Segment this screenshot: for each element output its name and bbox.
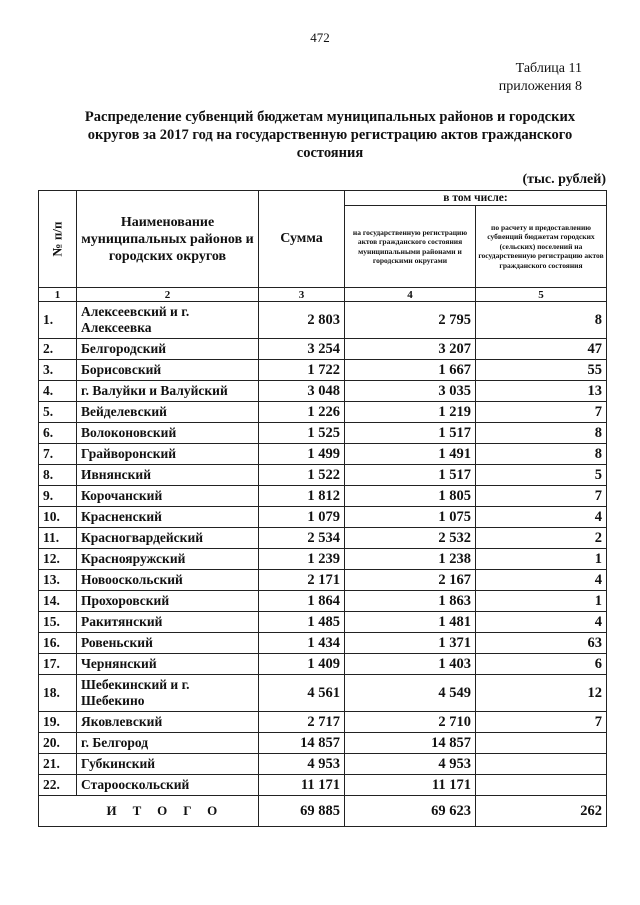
sum-value: 2 803 xyxy=(259,302,345,339)
table-caption xyxy=(499,60,582,96)
total-calculation: 262 xyxy=(476,796,607,827)
district-name: Старооскольский xyxy=(77,775,259,796)
calculation-value: 63 xyxy=(476,633,607,654)
row-number: 1. xyxy=(39,302,77,339)
sum-value: 1 239 xyxy=(259,549,345,570)
header-sum: Сумма xyxy=(259,191,345,288)
units-label: (тыс. рублей) xyxy=(522,172,606,187)
state-registration-value: 11 171 xyxy=(345,775,476,796)
sum-value: 3 048 xyxy=(259,381,345,402)
calculation-value xyxy=(476,733,607,754)
table-row xyxy=(39,528,607,549)
table-row xyxy=(39,754,607,775)
row-number: 9. xyxy=(39,486,77,507)
sum-value: 2 717 xyxy=(259,712,345,733)
calculation-value: 6 xyxy=(476,654,607,675)
total-label: ИТОГО xyxy=(77,796,259,827)
row-number: 7. xyxy=(39,444,77,465)
sum-value: 1 722 xyxy=(259,360,345,381)
state-registration-value: 1 667 xyxy=(345,360,476,381)
district-name: Белгородский xyxy=(77,339,259,360)
sum-value: 1 499 xyxy=(259,444,345,465)
table-row xyxy=(39,712,607,733)
column-number-row xyxy=(39,288,607,302)
district-name: Вейделевский xyxy=(77,402,259,423)
row-number: 11. xyxy=(39,528,77,549)
calculation-value: 5 xyxy=(476,465,607,486)
calculation-value: 13 xyxy=(476,381,607,402)
calculation-value: 12 xyxy=(476,675,607,712)
column-number: 2 xyxy=(77,288,259,302)
sum-value: 1 409 xyxy=(259,654,345,675)
district-name: Борисовский xyxy=(77,360,259,381)
calculation-value: 7 xyxy=(476,402,607,423)
total-num-cell xyxy=(39,796,77,827)
calculation-value: 2 xyxy=(476,528,607,549)
column-number: 3 xyxy=(259,288,345,302)
table-row xyxy=(39,486,607,507)
row-number: 4. xyxy=(39,381,77,402)
table-row xyxy=(39,381,607,402)
calculation-value: 47 xyxy=(476,339,607,360)
total-row xyxy=(39,796,607,827)
state-registration-value: 1 863 xyxy=(345,591,476,612)
header-including: в том числе: xyxy=(345,191,607,206)
state-registration-value: 4 549 xyxy=(345,675,476,712)
state-registration-value: 1 517 xyxy=(345,423,476,444)
state-registration-value: 1 805 xyxy=(345,486,476,507)
district-name: Яковлевский xyxy=(77,712,259,733)
row-number: 17. xyxy=(39,654,77,675)
district-name: Волоконовский xyxy=(77,423,259,444)
row-number: 21. xyxy=(39,754,77,775)
calculation-value: 7 xyxy=(476,712,607,733)
row-number: 16. xyxy=(39,633,77,654)
row-number: 3. xyxy=(39,360,77,381)
sum-value: 3 254 xyxy=(259,339,345,360)
state-registration-value: 1 491 xyxy=(345,444,476,465)
distribution-table xyxy=(38,190,607,827)
row-number: 12. xyxy=(39,549,77,570)
document-heading: Распределение субвенций бюджетам муниципальных районов и городских округов за 2017 год на государственную регистрацию актов гражданского состояния xyxy=(84,109,576,161)
calculation-value: 4 xyxy=(476,612,607,633)
row-number: 6. xyxy=(39,423,77,444)
calculation-value: 7 xyxy=(476,486,607,507)
table-row xyxy=(39,654,607,675)
state-registration-value: 1 517 xyxy=(345,465,476,486)
district-name: Новооскольский xyxy=(77,570,259,591)
state-registration-value: 1 238 xyxy=(345,549,476,570)
district-name: Шебекинский и г. Шебекино xyxy=(77,675,259,712)
appendix-label: приложения 8 xyxy=(498,79,582,94)
table-body xyxy=(39,302,607,796)
table-row xyxy=(39,549,607,570)
row-number: 20. xyxy=(39,733,77,754)
state-registration-value: 2 795 xyxy=(345,302,476,339)
state-registration-value: 2 167 xyxy=(345,570,476,591)
calculation-value: 8 xyxy=(476,423,607,444)
header-name: Наименование муниципальных районов и городских округов xyxy=(77,191,259,288)
row-number: 14. xyxy=(39,591,77,612)
row-number: 10. xyxy=(39,507,77,528)
header-calculation: по расчету и предоставлению субвенций бюджетам городских (сельских) поселений на государственную регистрацию актов гражданского состояния xyxy=(476,206,607,288)
row-number: 5. xyxy=(39,402,77,423)
district-name: Красногвардейский xyxy=(77,528,259,549)
state-registration-value: 3 035 xyxy=(345,381,476,402)
sum-value: 1 226 xyxy=(259,402,345,423)
header-num-label: № п/п xyxy=(49,221,65,257)
table-row xyxy=(39,444,607,465)
header-num xyxy=(39,191,77,288)
table-row xyxy=(39,465,607,486)
table-row xyxy=(39,302,607,339)
sum-value: 4 561 xyxy=(259,675,345,712)
row-number: 22. xyxy=(39,775,77,796)
table-row xyxy=(39,402,607,423)
district-name: Красненский xyxy=(77,507,259,528)
table-row xyxy=(39,570,607,591)
sum-value: 1 525 xyxy=(259,423,345,444)
calculation-value xyxy=(476,775,607,796)
district-name: г. Валуйки и Валуйский xyxy=(77,381,259,402)
state-registration-value: 1 371 xyxy=(345,633,476,654)
calculation-value xyxy=(476,754,607,775)
district-name: Алексеевский и г. Алексеевка xyxy=(77,302,259,339)
state-registration-value: 2 710 xyxy=(345,712,476,733)
state-registration-value: 1 075 xyxy=(345,507,476,528)
row-number: 18. xyxy=(39,675,77,712)
table-row xyxy=(39,423,607,444)
row-number: 2. xyxy=(39,339,77,360)
table-row xyxy=(39,633,607,654)
calculation-value: 1 xyxy=(476,591,607,612)
district-name: Ивнянский xyxy=(77,465,259,486)
sum-value: 1 812 xyxy=(259,486,345,507)
sum-value: 1 434 xyxy=(259,633,345,654)
sum-value: 1 864 xyxy=(259,591,345,612)
district-name: г. Белгород xyxy=(77,733,259,754)
column-number: 5 xyxy=(476,288,607,302)
state-registration-value: 14 857 xyxy=(345,733,476,754)
sum-value: 1 522 xyxy=(259,465,345,486)
total-sum: 69 885 xyxy=(259,796,345,827)
district-name: Ракитянский xyxy=(77,612,259,633)
row-number: 8. xyxy=(39,465,77,486)
state-registration-value: 1 481 xyxy=(345,612,476,633)
sum-value: 11 171 xyxy=(259,775,345,796)
calculation-value: 8 xyxy=(476,444,607,465)
table-row xyxy=(39,507,607,528)
row-number: 15. xyxy=(39,612,77,633)
table-row xyxy=(39,612,607,633)
table-row xyxy=(39,675,607,712)
district-name: Корочанский xyxy=(77,486,259,507)
calculation-value: 55 xyxy=(476,360,607,381)
sum-value: 2 534 xyxy=(259,528,345,549)
row-number: 13. xyxy=(39,570,77,591)
row-number: 19. xyxy=(39,712,77,733)
table-row xyxy=(39,339,607,360)
column-number: 1 xyxy=(39,288,77,302)
calculation-value: 4 xyxy=(476,570,607,591)
page-number: 472 xyxy=(310,30,330,45)
sum-value: 14 857 xyxy=(259,733,345,754)
table-row xyxy=(39,591,607,612)
header-state-registration: на государственную регистрацию актов гражданского состояния муниципальными районами и городскими округами xyxy=(345,206,476,288)
state-registration-value: 4 953 xyxy=(345,754,476,775)
district-name: Прохоровский xyxy=(77,591,259,612)
table-row xyxy=(39,733,607,754)
sum-value: 2 171 xyxy=(259,570,345,591)
calculation-value: 1 xyxy=(476,549,607,570)
table-row xyxy=(39,775,607,796)
table-label: Таблица 11 xyxy=(515,61,582,76)
district-name: Грайворонский xyxy=(77,444,259,465)
district-name: Чернянский xyxy=(77,654,259,675)
state-registration-value: 3 207 xyxy=(345,339,476,360)
state-registration-value: 1 403 xyxy=(345,654,476,675)
calculation-value: 8 xyxy=(476,302,607,339)
district-name: Губкинский xyxy=(77,754,259,775)
table-row xyxy=(39,360,607,381)
total-state-registration: 69 623 xyxy=(345,796,476,827)
sum-value: 4 953 xyxy=(259,754,345,775)
state-registration-value: 2 532 xyxy=(345,528,476,549)
district-name: Ровеньский xyxy=(77,633,259,654)
column-number: 4 xyxy=(345,288,476,302)
district-name: Краснояружский xyxy=(77,549,259,570)
calculation-value: 4 xyxy=(476,507,607,528)
state-registration-value: 1 219 xyxy=(345,402,476,423)
sum-value: 1 485 xyxy=(259,612,345,633)
sum-value: 1 079 xyxy=(259,507,345,528)
